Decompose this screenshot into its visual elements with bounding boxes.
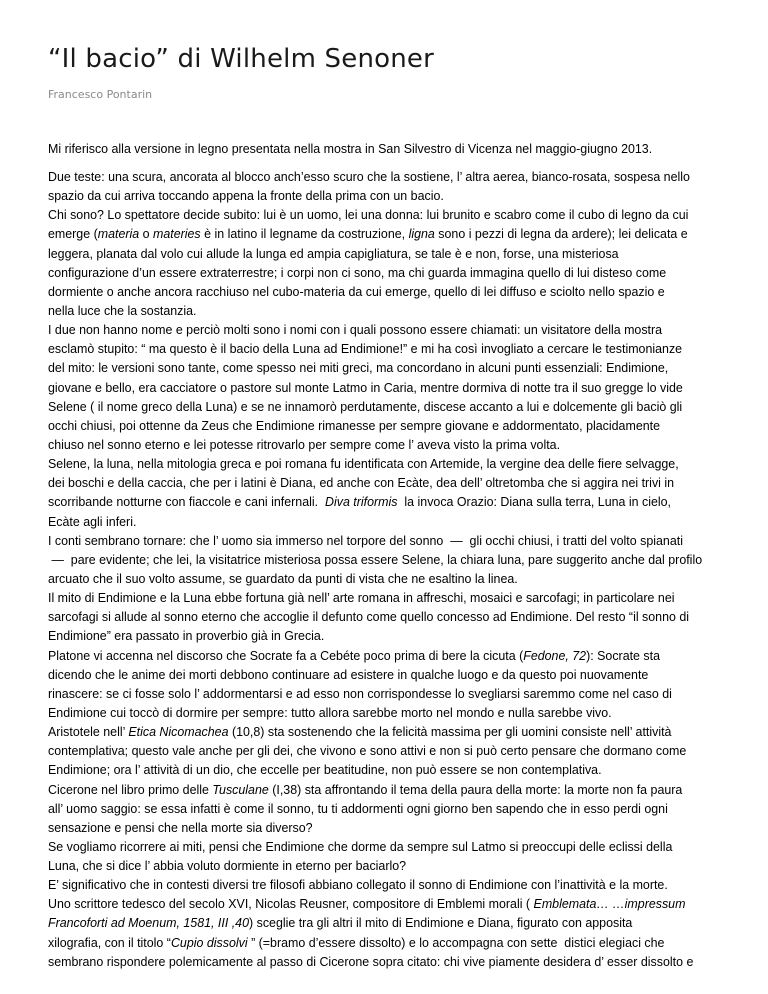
- text-span: ” (=bramo d’essere dissolto) e lo accompagna con sette distici elegiaci che: [247, 935, 665, 950]
- text-line: [48, 627, 724, 646]
- text-line: [48, 819, 724, 838]
- text-span: Uno scrittore tedesco del secolo XVI, Nicolas Reusner, compositore di Emblemi morali (: [48, 897, 534, 912]
- italic-text: materia: [97, 227, 140, 242]
- text-span: dei boschi e della caccia, che per i latini è Diana, ed anche con Ecàte, dea dell’ oltretomba che si aggira nei trivi in: [48, 476, 675, 491]
- page-title: “Il bacio” di Wilhelm Senoner: [48, 44, 435, 74]
- text-line: [48, 417, 724, 436]
- text-span: Chi sono? Lo spettatore decide subito: lui è un uomo, lei una donna: lui brunito e scabro come il cubo di legno da cui: [48, 208, 689, 223]
- text-span: Il mito di Endimione e la Luna ebbe fortuna già nell’ arte romana in affreschi, mosaici e sarcofagi; in particolare nei: [48, 591, 675, 606]
- text-line: [48, 685, 724, 704]
- text-span: Endimione; ora l’ attività di un dio, che eccelle per beatitudine, non può essere se non contemplativa.: [48, 763, 602, 778]
- text-line: [48, 398, 724, 417]
- text-line: [48, 589, 724, 608]
- text-line: [48, 608, 724, 627]
- text-line: [48, 264, 724, 283]
- text-line: [48, 838, 724, 857]
- text-span: rinascere: se ci fosse solo l’ addormentarsi e ad esso non corrispondesse lo svegliarsi saremmo come nel caso di: [48, 686, 672, 701]
- text-line: [48, 570, 724, 589]
- italic-text: Francoforti ad Moenum, 1581, III ,40: [48, 916, 250, 931]
- text-line: [48, 781, 724, 800]
- text-span: emerge (: [48, 227, 98, 242]
- text-line: [48, 168, 724, 187]
- text-span: sensazione e pensi che nella morte sia diverso?: [48, 820, 313, 835]
- text-line: [48, 800, 724, 819]
- text-line: [48, 857, 724, 876]
- text-span: Se vogliamo ricorrere ai miti, pensi che Endimione che dorme da sempre sul Latmo si preoccupi delle eclissi della: [48, 839, 673, 854]
- italic-text: Etica Nicomachea: [128, 725, 229, 740]
- text-line: [48, 283, 724, 302]
- italic-text: Emblemata… …impressum: [533, 897, 686, 912]
- text-line: [48, 493, 724, 512]
- text-span: ): Socrate sta: [586, 648, 661, 663]
- text-span: Endimione cui toccò di dormire per sempre: tutto allora sarebbe morto nel mondo e nulla sarebbe vivo.: [48, 705, 612, 720]
- text-span: è in latino il legname da costruzione,: [200, 227, 409, 242]
- text-line: [48, 206, 724, 225]
- text-span: I conti sembrano tornare: che l’ uomo sia immerso nel torpore del sonno — gli occhi chiusi, i tratti del volto spianati: [48, 533, 683, 548]
- text-line: [48, 704, 724, 723]
- text-span: Luna, che si dice l’ abbia voluto dormiente in eterno per baciarlo?: [48, 859, 407, 874]
- text-span: xilografia, con il titolo “: [48, 935, 171, 950]
- intro-paragraph: Mi riferisco alla versione in legno presentata nella mostra in San Silvestro di Vicenza nel maggio-giugno 2013.: [48, 142, 653, 156]
- text-span: esclamò stupito: “ ma questo è il bacio della Luna ad Endimione!” e mi ha così invogliato a cercare le testimonianze: [48, 342, 683, 357]
- text-span: nella luce che la sostanzia.: [48, 303, 197, 318]
- text-line: [48, 340, 724, 359]
- body-text: [48, 168, 728, 972]
- text-span: o: [139, 227, 154, 242]
- italic-text: ligna: [408, 227, 435, 242]
- text-span: E’ significativo che in contesti diversi tre filosofi abbiano collegato il sonno di Endimione con l’inattività e la morte.: [48, 878, 668, 893]
- text-line: [48, 895, 724, 914]
- text-line: [48, 761, 724, 780]
- text-span: Ecàte agli inferi.: [48, 514, 137, 529]
- text-span: contemplativa; questo vale anche per gli dei, che vivono e sono attivi e non si può certo pensare che dormano come: [48, 744, 687, 759]
- text-span: scorribande notturne con fiaccole e cani infernali.: [48, 495, 325, 510]
- text-line: [48, 455, 724, 474]
- text-span: Selene, la luna, nella mitologia greca e poi romana fu identificata con Artemide, la vergine dea delle fiere selvagge,: [48, 457, 679, 472]
- italic-text: Cupio dissolvi: [170, 935, 248, 950]
- text-span: Aristotele nell’: [48, 725, 129, 740]
- text-line: [48, 953, 724, 972]
- text-span: leggera, planata dal volo cui allude la lunga ed ampia capigliatura, se tale è e non, forse, una misteriosa: [48, 246, 619, 261]
- text-line: [48, 225, 724, 244]
- text-span: chiuso nel sonno eterno e lei potesse ritrovarlo per sempre come l’ aveva visto la prima volta.: [48, 437, 561, 452]
- text-line: [48, 245, 724, 264]
- text-line: [48, 914, 724, 933]
- italic-text: materies: [153, 227, 201, 242]
- text-line: [48, 474, 724, 493]
- text-span: sarcofagi si allude al sonno eterno che accoglie il defunto come quello concesso ad Endimione. Del resto “il sonno di: [48, 610, 690, 625]
- text-span: Selene ( il nome greco della Luna) e se ne innamorò perdutamente, discese accanto a lui e dolcemente gli baciò gli: [48, 399, 683, 414]
- text-span: Cicerone nel libro primo delle: [48, 782, 213, 797]
- text-span: sono i pezzi di legna da ardere); lei delicata e: [434, 227, 688, 242]
- text-line: [48, 532, 724, 551]
- text-line: [48, 321, 724, 340]
- italic-text: Diva triformis: [324, 495, 398, 510]
- text-line: [48, 647, 724, 666]
- text-span: all’ uomo saggio: se essa infatti è come il sonno, tu ti addormenti ogni giorno ben sapendo che in esso perdi ogni: [48, 801, 668, 816]
- text-line: [48, 742, 724, 761]
- text-span: dicendo che le anime dei morti debbono continuare ad esistere in qualche luogo e da questo poi nuovamente: [48, 667, 649, 682]
- text-span: (I,38) sta affrontando il tema della paura della morte: la morte non fa paura: [268, 782, 683, 797]
- italic-text: Tusculane: [212, 782, 269, 797]
- text-span: — pare evidente; che lei, la visitatrice misteriosa possa essere Selene, la chiara luna, pare suggerito anche dal profilo: [48, 552, 703, 567]
- text-span: I due non hanno nome e perciò molti sono i nomi con i quali possono essere chiamati: un visitatore della mostra: [48, 323, 663, 338]
- text-line: [48, 379, 724, 398]
- italic-text: Fedone, 72: [523, 648, 587, 663]
- text-line: [48, 934, 724, 953]
- text-span: (10,8) sta sostenendo che la felicità massima per gli uomini consiste nell’ attività: [228, 725, 672, 740]
- text-line: [48, 436, 724, 455]
- text-span: arcuato che il suo volto assume, se guardato da punti di vista che ne esaltino la linea.: [48, 571, 518, 586]
- text-line: [48, 187, 724, 206]
- author-name: Francesco Pontarin: [48, 88, 153, 101]
- text-span: configurazione d’un essere extraterrestre; i corpi non ci sono, ma chi guarda immagina quello di lui disteso come: [48, 265, 667, 280]
- text-span: sembrano rispondere polemicamente al passo di Cicerone sopra citato: chi vive piamente desidera d’ esser dissolto e: [48, 954, 694, 969]
- text-span: Endimione” era passato in proverbio già in Grecia.: [48, 629, 325, 644]
- text-line: [48, 666, 724, 685]
- text-line: [48, 359, 724, 378]
- text-span: del mito: le versioni sono tante, come spesso nei miti greci, ma concordano in alcuni punti essenziali: Endimione,: [48, 361, 669, 376]
- text-span: Platone vi accenna nel discorso che Socrate fa a Cebéte poco prima di bere la cicuta (: [48, 648, 524, 663]
- text-span: giovane e bello, era cacciatore o pastore sul monte Latmo in Caria, mentre dormiva di notte tra il suo gregge lo vide: [48, 380, 683, 395]
- text-span: la invoca Orazio: Diana sulla terra, Luna in cielo,: [397, 495, 672, 510]
- text-span: occhi chiusi, poi ottenne da Zeus che Endimione rimanesse per sempre giovane e addormentato, placidamente: [48, 418, 661, 433]
- text-line: [48, 302, 724, 321]
- text-line: [48, 723, 724, 742]
- text-span: dormiente o anche ancora racchiuso nel cubo-materia da cui emerge, quello di lei diffuso e sciolto nello spazio e: [48, 284, 665, 299]
- text-span: Due teste: una scura, ancorata al blocco anch’esso scuro che la sostiene, l’ altra aerea, bianco-rosata, sospesa nello: [48, 170, 690, 184]
- text-line: [48, 876, 724, 895]
- text-span: ) sceglie tra gli altri il mito di Endimione e Diana, figurato con apposita: [249, 916, 633, 931]
- text-span: spazio da cui arriva toccando appena la fronte della prima con un bacio.: [48, 189, 444, 204]
- text-line: [48, 513, 724, 532]
- text-line: [48, 551, 724, 570]
